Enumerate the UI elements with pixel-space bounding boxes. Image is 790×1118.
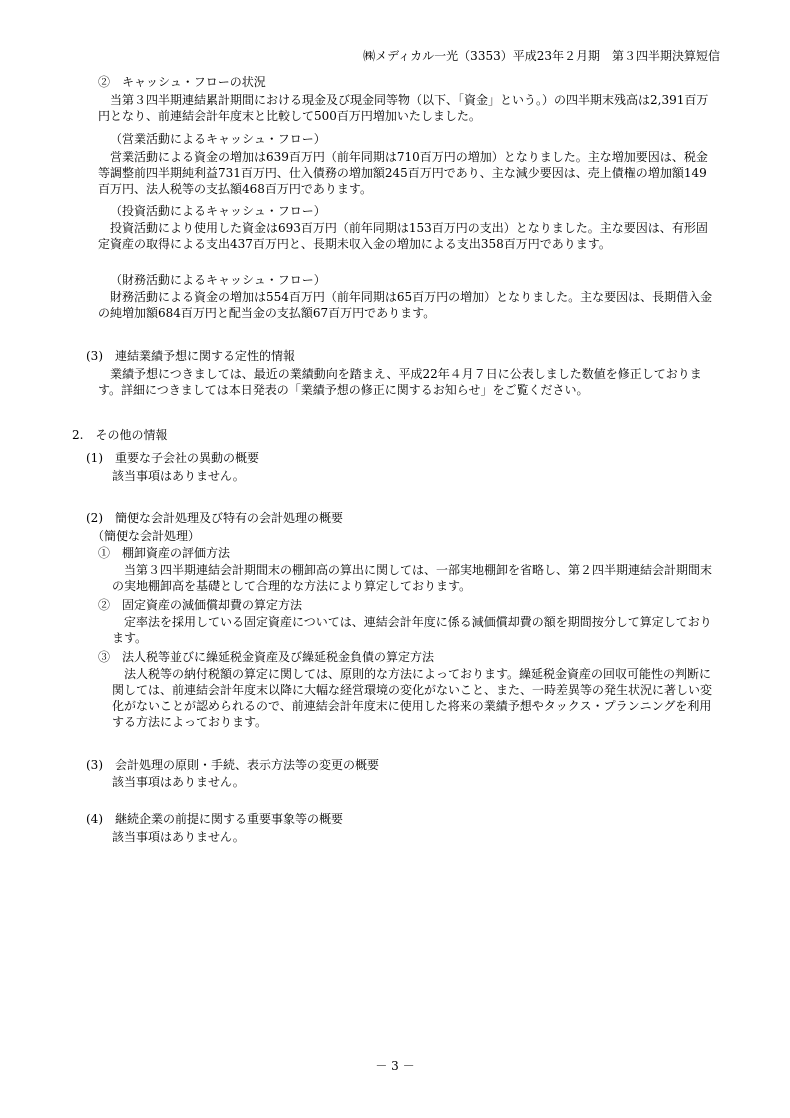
forecast-body: 業績予想につきましては、最近の業績動向を踏まえ、平成22年４月７日に公表しました数値を修正しております。詳細につきましては本日発表の「業績予想の修正に関するお知らせ」をご覧ください。 xyxy=(98,367,702,397)
section-3-body: 該当事項はありません。 xyxy=(112,775,245,789)
page-header: ㈱メディカル一光（3353）平成23年２月期 第３四半期決算短信 xyxy=(363,49,720,63)
section-1-heading: (1) 重要な子会社の異動の概要 xyxy=(86,451,259,465)
item-3-title: ③ 法人税等並びに繰延税金資産及び繰延税金負債の算定方法 xyxy=(98,650,435,664)
investing-cf-body: 投資活動により使用した資金は693百万円（前年同期は153百万円の支出）となりました。主な要因は、有形固定資産の取得による支出437百万円と、長期未収入金の増加による支出358百万円であります。 xyxy=(98,221,708,251)
section-3-heading: (3) 会計処理の原則・手続、表示方法等の変更の概要 xyxy=(86,758,380,772)
item-1-title: ① 棚卸資産の評価方法 xyxy=(98,546,231,560)
item-2-body: 定率法を採用している固定資産については、連結会計年度に係る減価償却費の額を期間按分して算定しております。 xyxy=(112,615,712,645)
forecast-heading: (3) 連結業績予想に関する定性的情報 xyxy=(86,349,295,363)
section-1-body: 該当事項はありません。 xyxy=(112,469,245,483)
section-4-heading: (4) 継続企業の前提に関する重要事象等の概要 xyxy=(86,812,343,826)
item-2-title: ② 固定資産の減価償却費の算定方法 xyxy=(98,598,303,612)
section-2-subheading: （簡便な会計処理） xyxy=(92,529,201,543)
operating-cf-title: （営業活動によるキャッシュ・フロー） xyxy=(110,132,326,146)
item-3-body: 法人税等の納付税額の算定に関しては、原則的な方法によっております。繰延税金資産の回収可能性の判断に関しては、前連結会計年度末以降に大幅な経営環境の変化がないこと、また、一時差異等の発生状況に著しい変化がないことが認められるので、前連結会計年度末に使用した将来の業績予想やタックス・プランニングを利用する方法によっております。 xyxy=(112,667,713,729)
item-1-body: 当第３四半期連結会計期間末の棚卸高の算出に関しては、一部実地棚卸を省略し、第２四半期連結会計期間末の実地棚卸高を基礎として合理的な方法により算定しております。 xyxy=(112,563,713,593)
section-4-body: 該当事項はありません。 xyxy=(112,830,245,844)
cashflow-heading: ② キャッシュ・フローの状況 xyxy=(98,75,266,89)
operating-cf-body: 営業活動による資金の増加は639百万円（前年同期は710百万円の増加）となりました。主な増加要因は、税金等調整前四半期純利益731百万円、仕入債務の増加額245百万円であり、主な減少要因は、売上債権の増加額149百万円、法人税等の支払額468百万円であります。 xyxy=(98,150,708,196)
financing-cf-title: （財務活動によるキャッシュ・フロー） xyxy=(110,273,326,287)
page-number: － 3 － xyxy=(375,1059,415,1073)
financing-cf-body: 財務活動による資金の増加は554百万円（前年同期は65百万円の増加）となりました。主な要因は、長期借入金の純増加額684百万円と配当金の支払額67百万円であります。 xyxy=(98,290,713,320)
section-2-heading: (2) 簡便な会計処理及び特有の会計処理の概要 xyxy=(86,511,343,525)
other-info-heading: 2. その他の情報 xyxy=(72,428,168,442)
cashflow-intro: 当第３四半期連結累計期間における現金及び現金同等物（以下、「資金」という。）の四半期末残高は2,391百万円となり、前連結会計年度末と比較して500百万円増加いたしました。 xyxy=(98,93,709,123)
investing-cf-title: （投資活動によるキャッシュ・フロー） xyxy=(110,204,326,218)
